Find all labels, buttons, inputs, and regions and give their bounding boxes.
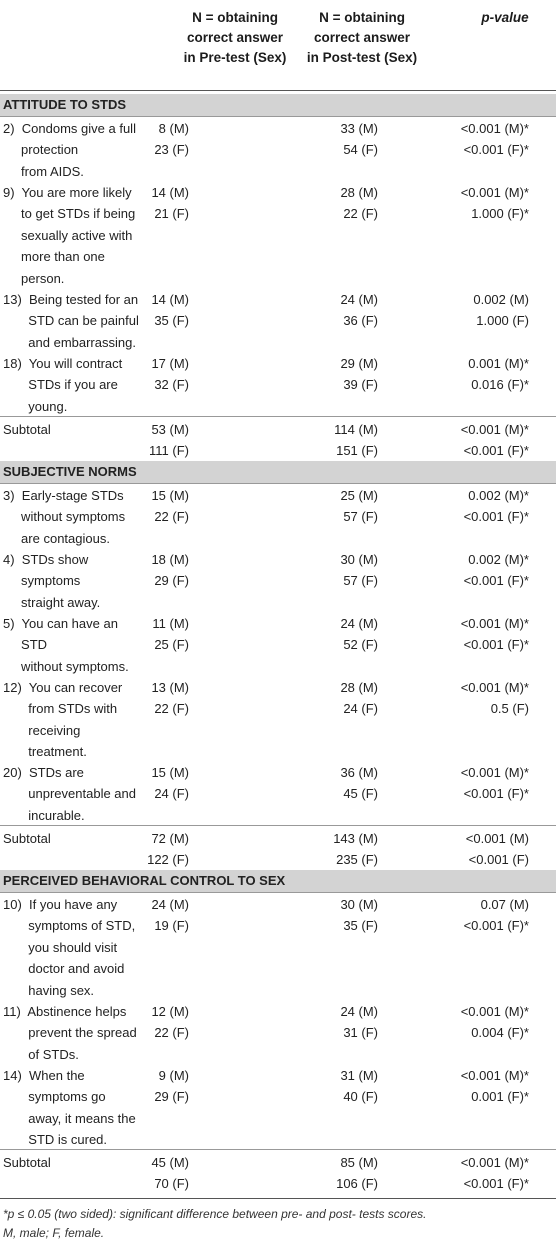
question-text-line: unpreventable and	[3, 786, 136, 802]
question-text-line: symptoms of STD,	[3, 918, 136, 934]
post-test-count-line: 24 (F)	[343, 701, 378, 717]
pre-test-count-line: 13 (M)	[151, 680, 189, 695]
question-text-line: 4) STDs show	[3, 552, 89, 567]
p-value-cell	[461, 762, 529, 805]
question-text-line: of STDs.	[3, 1046, 79, 1062]
question-text-line: prevent the spread	[3, 1025, 137, 1041]
pre-test-count	[151, 289, 189, 332]
p-value-cell-line: <0.001 (M)*	[460, 185, 529, 200]
question-text	[3, 485, 155, 549]
post-test-count	[340, 289, 378, 332]
question-text-line: STDs if you are	[3, 377, 118, 393]
subtotal-post-test	[334, 419, 378, 462]
p-value-cell	[461, 1001, 529, 1044]
p-value-cell-line: 0.001 (F)*	[471, 1089, 529, 1105]
question-text-line: STD can be painful	[3, 313, 139, 329]
question-text-line: symptoms go	[3, 1089, 106, 1105]
p-value-cell	[461, 613, 529, 656]
question-text-line: person.	[3, 270, 65, 286]
subtotal-pre-test-line: 70 (F)	[154, 1176, 189, 1192]
subtotal-pre-test-line: 72 (M)	[151, 831, 189, 846]
p-value-cell-line: 0.5 (F)	[490, 701, 529, 717]
post-test-count	[340, 894, 378, 937]
question-text	[3, 894, 155, 1001]
p-value-cell	[461, 677, 529, 720]
question-text-line: 14) When the	[3, 1068, 85, 1083]
post-test-count-line: 45 (F)	[343, 786, 378, 802]
section-header: ATTITUDE TO STDS	[0, 94, 556, 116]
post-test-count-line: 30 (M)	[340, 897, 378, 912]
pre-test-count-line: 29 (F)	[154, 573, 189, 589]
post-test-count-line: 39 (F)	[343, 377, 378, 393]
question-text-line: treatment.	[3, 744, 87, 760]
subtotal-rule	[0, 1149, 556, 1150]
post-test-count-line: 40 (F)	[343, 1089, 378, 1105]
post-test-count	[340, 549, 378, 592]
post-test-count-line: 28 (M)	[340, 185, 378, 200]
question-text-line: away, it means the	[3, 1110, 136, 1126]
question-text-line: and embarrassing.	[3, 334, 136, 350]
post-test-count-line: 35 (F)	[343, 918, 378, 934]
question-text-line: to get STDs if being	[3, 206, 136, 222]
pre-test-count-line: 11 (M)	[152, 616, 189, 631]
section-header: PERCEIVED BEHAVIORAL CONTROL TO SEX	[0, 870, 556, 892]
p-value-cell-line: <0.001 (F)*	[463, 637, 529, 653]
p-value-cell-line: 0.016 (F)*	[471, 377, 529, 393]
post-test-count-line: 31 (M)	[340, 1068, 378, 1083]
pre-test-count-line: 21 (F)	[154, 206, 189, 222]
p-value-cell-line: 0.001 (M)*	[468, 356, 529, 371]
pre-test-count-line: 12 (M)	[151, 1004, 189, 1019]
subtotal-pre-test-line: 53 (M)	[151, 422, 189, 437]
pre-test-count-line: 17 (M)	[151, 356, 189, 371]
post-test-count-line: 57 (F)	[343, 573, 378, 589]
header-post-line-2: correct answer	[313, 30, 411, 45]
question-text	[3, 613, 155, 677]
post-test-count-line: 28 (M)	[340, 680, 378, 695]
post-test-count-line: 24 (M)	[340, 616, 378, 631]
section-header: SUBJECTIVE NORMS	[0, 461, 556, 483]
question-text	[3, 677, 155, 763]
subtotal-pre-test-line: 122 (F)	[147, 852, 189, 868]
p-value-cell-line: <0.001 (M)*	[460, 765, 529, 780]
p-value-cell-line: 0.002 (M)*	[468, 488, 529, 503]
question-text-line: receiving	[3, 722, 81, 738]
question-text	[3, 289, 155, 353]
question-text-line: are contagious.	[3, 530, 110, 546]
post-test-count	[340, 118, 378, 161]
pre-test-count	[151, 1001, 189, 1044]
post-test-count-line: 36 (M)	[340, 765, 378, 780]
section-rule	[0, 483, 556, 484]
p-value-cell-line: <0.001 (M)*	[460, 121, 529, 136]
header-post-line-3: in Post-test (Sex)	[306, 50, 418, 65]
p-value-cell-line: 0.002 (M)	[473, 292, 529, 307]
subtotal-p-value	[461, 419, 529, 462]
p-value-cell-line: <0.001 (F)*	[463, 142, 529, 158]
post-test-count	[340, 1065, 378, 1108]
header-pre-line-1: N = obtaining	[192, 10, 278, 25]
header-post-line-1: N = obtaining	[319, 10, 405, 25]
pre-test-count	[151, 894, 189, 937]
question-text-line: without symptoms	[3, 509, 126, 525]
footnote	[3, 1205, 426, 1243]
subtotal-rule	[0, 825, 556, 826]
subtotal-p-value	[466, 828, 529, 871]
pre-test-count	[151, 485, 189, 528]
pre-test-count-line: 24 (M)	[151, 897, 189, 912]
pre-test-count-line: 15 (M)	[151, 488, 189, 503]
p-value-cell	[464, 894, 529, 937]
pre-test-count	[151, 549, 189, 592]
subtotal-p-value-line: <0.001 (F)*	[463, 443, 529, 459]
pre-test-count	[154, 1065, 189, 1108]
post-test-count-line: 54 (F)	[343, 142, 378, 158]
question-text	[3, 549, 155, 613]
question-text-line: from AIDS.	[3, 163, 84, 179]
post-test-count	[340, 182, 378, 225]
post-test-count-line: 31 (F)	[343, 1025, 378, 1041]
pre-test-count-line: 23 (F)	[154, 142, 189, 158]
post-test-count	[340, 677, 378, 720]
subtotal-pre-test	[147, 828, 189, 871]
post-test-count-line: 33 (M)	[340, 121, 378, 136]
question-text-line: protection	[3, 142, 79, 158]
header-pre-test	[160, 8, 310, 68]
subtotal-rule	[0, 416, 556, 417]
pre-test-count-line: 32 (F)	[154, 377, 189, 393]
pre-test-count-line: 14 (M)	[151, 292, 189, 307]
p-value-cell-line: 1.000 (F)	[476, 313, 529, 329]
question-text-line: straight away.	[3, 594, 101, 610]
post-test-count-line: 57 (F)	[343, 509, 378, 525]
question-text-line: without symptoms.	[3, 658, 129, 674]
question-text-line: young.	[3, 398, 68, 414]
header-rule	[0, 90, 556, 91]
subtotal-p-value-line: <0.001 (M)	[465, 831, 529, 846]
post-test-count-line: 22 (F)	[343, 206, 378, 222]
question-text-line: 11) Abstinence helps	[3, 1004, 127, 1019]
subtotal-label: Subtotal	[3, 1155, 51, 1170]
post-test-count	[340, 1001, 378, 1044]
question-text-line: incurable.	[3, 807, 85, 823]
question-text-line: 2) Condoms give a full	[3, 121, 136, 136]
subtotal-pre-test-line: 45 (M)	[151, 1155, 189, 1170]
section-rule	[0, 892, 556, 893]
header-pre-line-2: correct answer	[186, 30, 284, 45]
subtotal-post-test	[333, 828, 378, 871]
pre-test-count-line: 14 (M)	[151, 185, 189, 200]
footnote-abbreviations: M, male; F, female.	[3, 1226, 105, 1240]
subtotal-post-test	[336, 1152, 378, 1195]
question-text	[3, 762, 155, 826]
question-text-line: symptoms	[3, 573, 81, 589]
question-text	[3, 1001, 155, 1065]
post-test-count	[340, 762, 378, 805]
pre-test-count	[151, 182, 189, 225]
p-value-cell-line: 0.002 (M)*	[468, 552, 529, 567]
pre-test-count-line: 22 (F)	[154, 701, 189, 717]
post-test-count-line: 52 (F)	[343, 637, 378, 653]
subtotal-label: Subtotal	[3, 422, 51, 437]
p-value-cell-line: <0.001 (F)*	[463, 573, 529, 589]
subtotal-post-test-line: 85 (M)	[340, 1155, 378, 1170]
question-text	[3, 1065, 155, 1151]
p-value-cell	[461, 1065, 529, 1108]
question-text-line: 10) If you have any	[3, 897, 118, 912]
subtotal-post-test-line: 235 (F)	[336, 852, 378, 868]
pre-test-count-line: 24 (F)	[154, 786, 189, 802]
p-value-cell	[461, 182, 529, 225]
p-value-cell	[461, 118, 529, 161]
header-post-test	[292, 8, 432, 68]
question-text-line: 13) Being tested for an	[3, 292, 139, 307]
subtotal-pre-test-line: 111 (F)	[149, 443, 189, 459]
question-text-line: 18) You will contract	[3, 356, 123, 371]
question-text-line: 20) STDs are	[3, 765, 84, 780]
p-value-cell	[468, 353, 529, 396]
post-test-count	[340, 485, 378, 528]
pre-test-count-line: 22 (F)	[154, 1025, 189, 1041]
header-p-text: p-value	[481, 10, 529, 25]
table-bottom-rule	[0, 1198, 556, 1199]
subtotal-p-value-line: <0.001 (F)*	[463, 1176, 529, 1192]
question-text-line: STD is cured.	[3, 1132, 108, 1148]
p-value-cell-line: 0.004 (F)*	[471, 1025, 529, 1041]
question-text-line: from STDs with	[3, 701, 118, 717]
question-text-line: sexually active with	[3, 227, 133, 243]
pre-test-count	[154, 118, 189, 161]
subtotal-post-test-line: 143 (M)	[333, 831, 378, 846]
pre-test-count-line: 19 (F)	[154, 918, 189, 934]
section-rule	[0, 116, 556, 117]
p-value-cell	[464, 549, 529, 592]
footnote-significance: *p ≤ 0.05 (two sided): significant difference between pre- and post- tests scores.	[3, 1207, 427, 1221]
p-value-cell	[473, 289, 529, 332]
post-test-count-line: 24 (M)	[340, 292, 378, 307]
subtotal-p-value-line: <0.001 (M)*	[460, 422, 529, 437]
header-pre-line-3: in Pre-test (Sex)	[183, 50, 287, 65]
subtotal-label: Subtotal	[3, 831, 51, 846]
p-value-cell-line: <0.001 (F)*	[463, 918, 529, 934]
post-test-count-line: 29 (M)	[340, 356, 378, 371]
subtotal-pre-test	[151, 1152, 189, 1195]
post-test-count-line: 25 (M)	[340, 488, 378, 503]
header-p-value	[450, 8, 556, 28]
question-text	[3, 118, 155, 182]
pre-test-count-line: 15 (M)	[151, 765, 189, 780]
subtotal-p-value-line: <0.001 (M)*	[460, 1155, 529, 1170]
pre-test-count-line: 18 (M)	[151, 552, 189, 567]
pre-test-count	[151, 762, 189, 805]
pre-test-count-line: 35 (F)	[154, 313, 189, 329]
p-value-cell-line: <0.001 (F)*	[463, 509, 529, 525]
question-text-line: 9) You are more likely	[3, 185, 132, 200]
question-text-line: 3) Early-stage STDs	[3, 488, 124, 503]
question-text-line: you should visit	[3, 939, 118, 955]
p-value-cell-line: <0.001 (M)*	[460, 616, 529, 631]
pre-test-count	[152, 613, 189, 656]
subtotal-pre-test	[149, 419, 189, 462]
post-test-count-line: 36 (F)	[343, 313, 378, 329]
subtotal-post-test-line: 106 (F)	[336, 1176, 378, 1192]
question-text	[3, 182, 155, 289]
post-test-count-line: 24 (M)	[340, 1004, 378, 1019]
question-text	[3, 353, 155, 417]
post-test-count	[340, 353, 378, 396]
question-text-line: 5) You can have an	[3, 616, 118, 631]
subtotal-post-test-line: 114 (M)	[334, 422, 378, 437]
subtotal-p-value-line: <0.001 (F)	[468, 852, 529, 868]
p-value-cell	[464, 485, 529, 528]
p-value-cell-line: 0.07 (M)	[480, 897, 529, 912]
subtotal-post-test-line: 151 (F)	[336, 443, 378, 459]
question-text-line: 12) You can recover	[3, 680, 123, 695]
pre-test-count	[151, 677, 189, 720]
post-test-count	[340, 613, 378, 656]
pre-test-count-line: 25 (F)	[154, 637, 189, 653]
p-value-cell-line: <0.001 (F)*	[463, 786, 529, 802]
p-value-cell-line: 1.000 (F)*	[471, 206, 529, 222]
pre-test-count	[151, 353, 189, 396]
p-value-cell-line: <0.001 (M)*	[460, 680, 529, 695]
pre-test-count-line: 8 (M)	[158, 121, 189, 136]
pre-test-count-line: 9 (M)	[158, 1068, 189, 1083]
pre-test-count-line: 22 (F)	[154, 509, 189, 525]
question-text-line: more than one	[3, 249, 105, 265]
question-text-line: doctor and avoid	[3, 961, 125, 977]
question-text-line: STD	[3, 637, 48, 653]
post-test-count-line: 30 (M)	[340, 552, 378, 567]
question-text-line: having sex.	[3, 982, 95, 998]
pre-test-count-line: 29 (F)	[154, 1089, 189, 1105]
subtotal-p-value	[461, 1152, 529, 1195]
p-value-cell-line: <0.001 (M)*	[460, 1068, 529, 1083]
p-value-cell-line: <0.001 (M)*	[460, 1004, 529, 1019]
